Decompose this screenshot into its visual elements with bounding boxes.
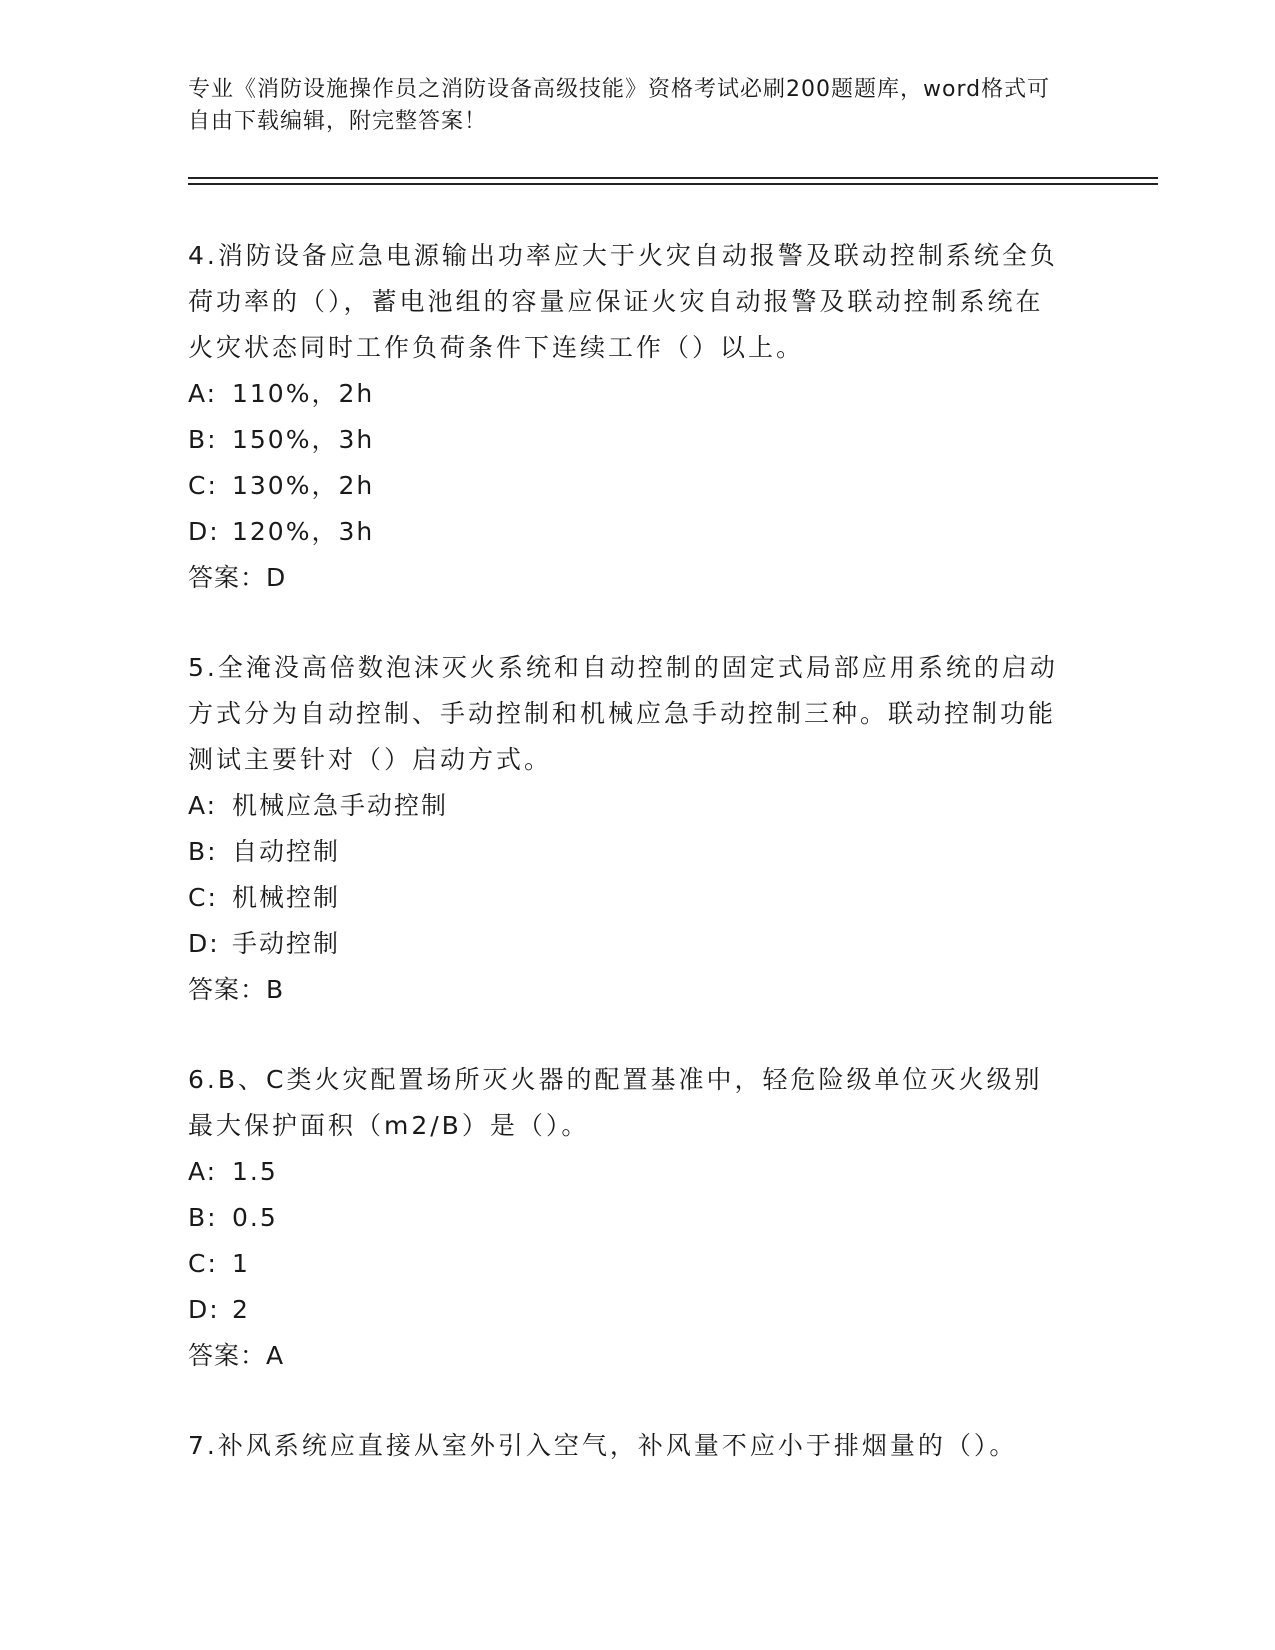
option-text: 120%，3h	[232, 517, 375, 546]
option-text: 机械应急手动控制	[232, 791, 449, 820]
question-stem: 5.全淹没高倍数泡沫灭火系统和自动控制的固定式局部应用系统的启动方式分为自动控制、手动控制和机械应急手动控制三种。联动控制功能测试主要针对（）启动方式。	[188, 653, 1058, 774]
option-text: 110%，2h	[232, 379, 375, 408]
question-stem: 6.B、C类火灾配置场所灭火器的配置基准中，轻危险级单位灭火级别最大保护面积（m2/B）是（）。	[188, 1065, 1043, 1140]
option-a	[188, 783, 1068, 829]
question-4	[188, 233, 1068, 601]
option-letter: B:	[188, 425, 218, 454]
option-text: 手动控制	[232, 929, 341, 958]
answer-line: 答案：B	[188, 975, 285, 1004]
option-letter: A:	[188, 379, 218, 408]
question-7	[188, 1423, 1068, 1469]
option-text: 130%，2h	[232, 471, 375, 500]
option-c	[188, 875, 1068, 921]
option-a	[188, 371, 1068, 417]
option-text: 机械控制	[232, 883, 341, 912]
option-letter: D:	[188, 517, 220, 546]
option-text: 1	[232, 1249, 250, 1278]
option-letter: C:	[188, 1249, 218, 1278]
option-d	[188, 1287, 1068, 1333]
option-letter: D:	[188, 1295, 220, 1324]
option-text: 0.5	[232, 1203, 278, 1232]
question-stem: 7.补风系统应直接从室外引入空气，补风量不应小于排烟量的（）。	[188, 1431, 1018, 1460]
question-stem: 4.消防设备应急电源输出功率应大于火灾自动报警及联动控制系统全负荷功率的（），蓄电池组的容量应保证火灾自动报警及联动控制系统在火灾状态同时工作负荷条件下连续工作（）以上。	[188, 241, 1058, 362]
document-header: 专业《消防设施操作员之消防设备高级技能》资格考试必刷200题题库，word格式可自由下载编辑，附完整答案！	[188, 77, 1051, 134]
option-d	[188, 921, 1068, 967]
option-letter: A:	[188, 1157, 218, 1186]
option-text: 2	[232, 1295, 250, 1324]
option-letter: C:	[188, 883, 218, 912]
answer-line: 答案：D	[188, 563, 287, 592]
option-a	[188, 1149, 1068, 1195]
option-letter: B:	[188, 837, 218, 866]
option-c	[188, 463, 1068, 509]
option-letter: A:	[188, 791, 218, 820]
option-letter: C:	[188, 471, 218, 500]
option-text: 150%，3h	[232, 425, 375, 454]
header-divider-top	[188, 177, 1158, 179]
option-b	[188, 417, 1068, 463]
option-text: 自动控制	[232, 837, 341, 866]
option-text: 1.5	[232, 1157, 278, 1186]
option-letter: B:	[188, 1203, 218, 1232]
question-5	[188, 645, 1068, 1013]
header-divider-bottom	[188, 183, 1158, 185]
answer-line: 答案：A	[188, 1341, 285, 1370]
option-c	[188, 1241, 1068, 1287]
option-d	[188, 509, 1068, 555]
question-6	[188, 1057, 1068, 1379]
option-b	[188, 1195, 1068, 1241]
option-b	[188, 829, 1068, 875]
option-letter: D:	[188, 929, 220, 958]
